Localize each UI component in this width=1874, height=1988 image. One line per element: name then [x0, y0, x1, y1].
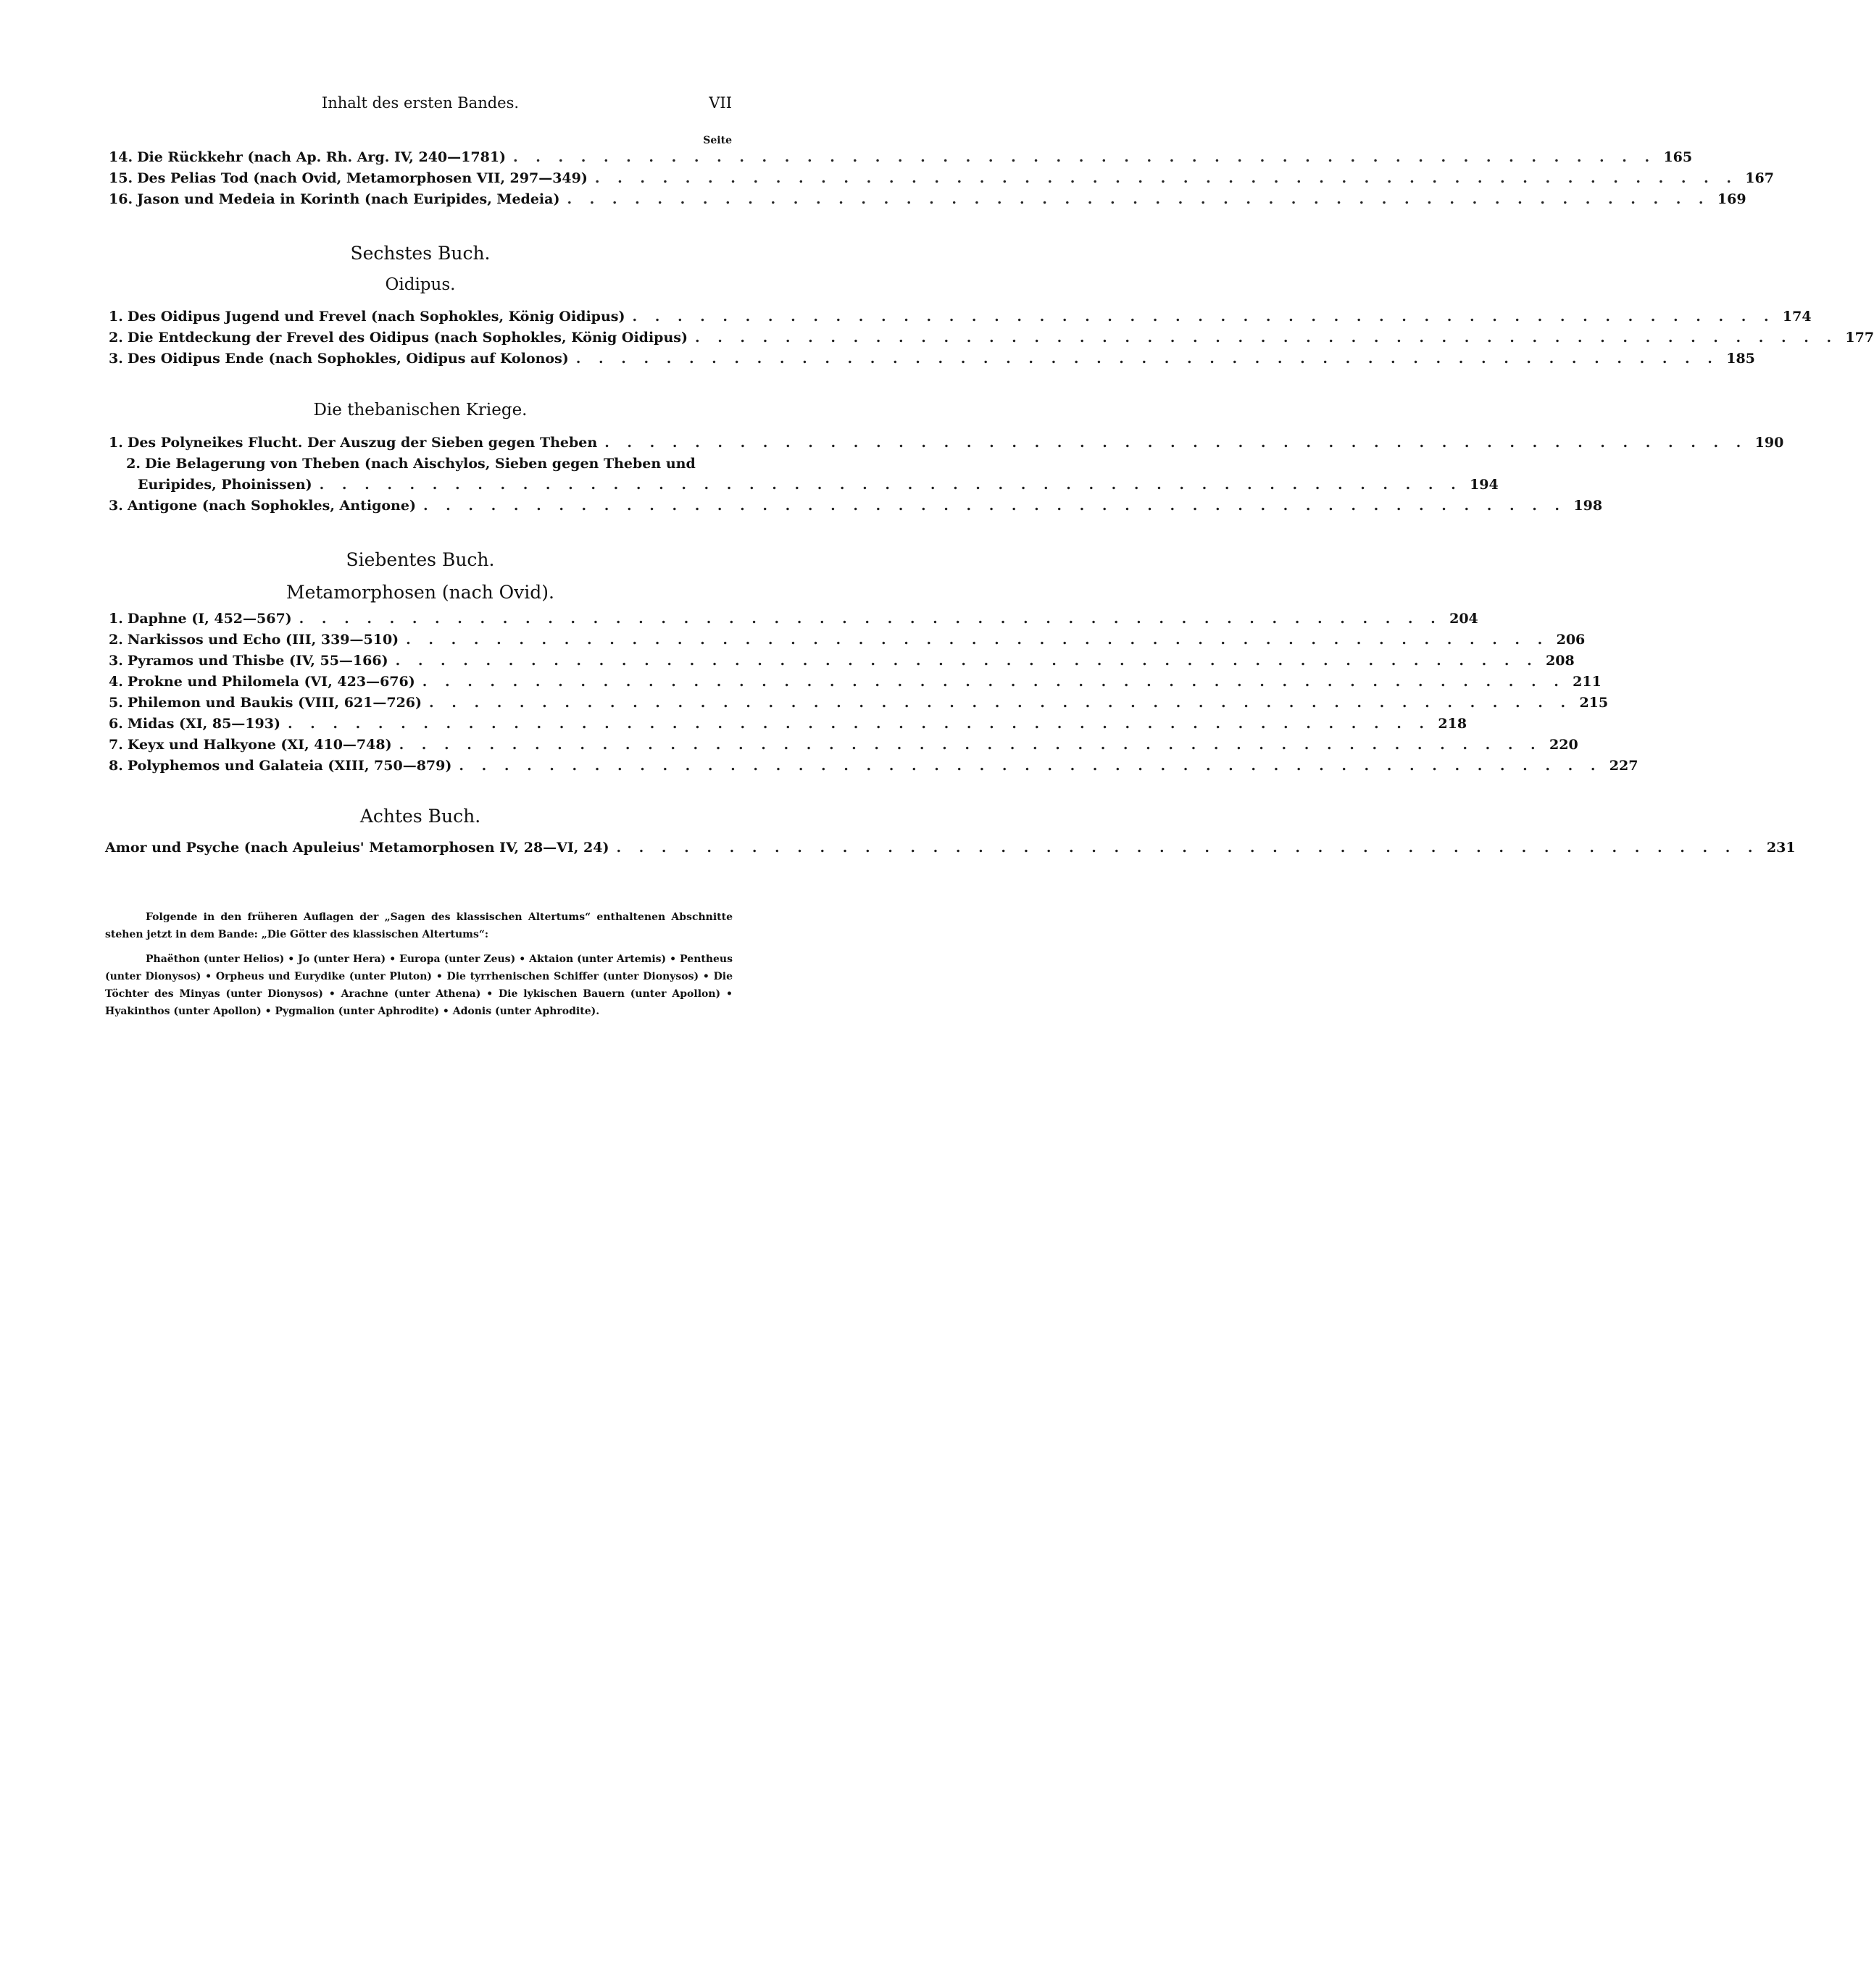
entry-title: Des Oidipus Jugend und Frevel (nach Sophokles, König Oidipus)	[127, 309, 625, 325]
dot-leader	[288, 714, 1431, 735]
metamorphosen-heading: Metamorphosen (nach Ovid).	[286, 582, 554, 603]
entry-page: 185	[1726, 351, 1755, 367]
entry-page: 215	[1579, 695, 1609, 711]
entry-title: Prokne und Philomela (VI, 423—676)	[127, 674, 415, 690]
dot-leader	[320, 475, 1462, 496]
entry-title-continued: Euripides, Phoinissen)	[138, 477, 312, 493]
entry-title: Amor und Psyche (nach Apuleius' Metamorphosen IV, 28—VI, 24)	[105, 840, 609, 856]
book6-heading: Sechstes Buch.	[350, 243, 491, 264]
entry-page: 208	[1546, 653, 1575, 669]
toc-entry-continuation[interactable]	[109, 475, 1499, 496]
dot-leader	[299, 609, 1442, 630]
entry-page: 174	[1782, 309, 1812, 325]
entry-page: 190	[1754, 435, 1784, 451]
dot-leader	[422, 672, 1565, 693]
entry-title: Narkissos und Echo (III, 339—510)	[127, 632, 399, 648]
book7-heading: Siebentes Buch.	[346, 549, 495, 570]
entry-number: 4.	[109, 674, 123, 690]
footnote	[105, 909, 733, 1020]
toc-entry[interactable]	[109, 756, 1638, 777]
toc-entry[interactable]	[109, 454, 732, 475]
entry-number: 1.	[109, 611, 123, 627]
dot-leader	[695, 327, 1838, 348]
oidipus-heading: Oidipus.	[385, 275, 456, 294]
entry-page: 169	[1717, 191, 1746, 207]
entry-page: 218	[1438, 716, 1467, 732]
toc-entry[interactable]	[109, 306, 1812, 327]
entry-page: 194	[1470, 477, 1499, 493]
entry-title: Pyramos und Thisbe (IV, 55—166)	[127, 653, 388, 669]
toc-entry[interactable]	[109, 630, 1586, 651]
entry-number: 3.	[109, 653, 123, 669]
entry-title: Keyx und Halkyone (XI, 410—748)	[127, 737, 392, 753]
entry-number: 14.	[109, 149, 133, 165]
dot-leader	[459, 756, 1602, 777]
entry-number: 1.	[109, 435, 123, 451]
entry-page: 227	[1609, 758, 1638, 774]
dot-leader	[513, 147, 1656, 168]
toc-section-book5-continued	[109, 147, 1774, 210]
dot-leader	[567, 189, 1709, 210]
dot-leader	[576, 348, 1719, 369]
book8-heading: Achtes Buch.	[359, 806, 481, 827]
entry-page: 204	[1449, 611, 1478, 627]
toc-entry[interactable]	[109, 609, 1478, 630]
entry-title: Des Polyneikes Flucht. Der Auszug der Sieben gegen Theben	[127, 435, 598, 451]
toc-entry[interactable]	[109, 147, 1693, 168]
dot-leader	[429, 693, 1572, 714]
entry-title: Des Pelias Tod (nach Ovid, Metamorphosen VII, 297—349)	[137, 170, 588, 186]
entry-page: 167	[1745, 170, 1774, 186]
toc-entry[interactable]	[109, 693, 1609, 714]
entry-page: 231	[1766, 840, 1796, 856]
thebes-heading: Die thebanischen Kriege.	[313, 401, 528, 419]
toc-entry[interactable]	[109, 433, 1784, 454]
entry-number: 8.	[109, 758, 123, 774]
toc-entry[interactable]	[109, 735, 1578, 756]
entry-number: 3.	[109, 498, 123, 514]
entry-number: 2.	[126, 456, 141, 472]
entry-number: 15.	[109, 170, 133, 186]
toc-entry[interactable]	[109, 327, 1874, 348]
toc-entry[interactable]	[109, 651, 1575, 672]
entry-number: 5.	[109, 695, 123, 711]
dot-leader	[406, 630, 1549, 651]
entry-number: 16.	[109, 191, 133, 207]
entry-title: Die Entdeckung der Frevel des Oidipus (nach Sophokles, König Oidipus)	[127, 330, 688, 346]
running-title: Inhalt des ersten Bandes.	[321, 94, 520, 112]
dot-leader	[396, 651, 1538, 672]
entry-title: Die Rückkehr (nach Ap. Rh. Arg. IV, 240—1781)	[137, 149, 507, 165]
toc-entry[interactable]	[109, 672, 1602, 693]
dot-leader	[604, 433, 1747, 454]
entry-title: Jason und Medeia in Korinth (nach Euripides, Medeia)	[137, 191, 560, 207]
entry-number: 6.	[109, 716, 123, 732]
dot-leader	[616, 838, 1759, 859]
entry-page: 220	[1549, 737, 1578, 753]
entry-number: 7.	[109, 737, 123, 753]
toc-section-oidipus	[109, 306, 1874, 369]
toc-entry[interactable]	[109, 714, 1467, 735]
entry-page: 177	[1845, 330, 1874, 346]
entry-title: Daphne (I, 452—567)	[127, 611, 292, 627]
entry-title: Philemon und Baukis (VIII, 621—726)	[127, 695, 422, 711]
entry-page: 211	[1573, 674, 1602, 690]
dot-leader	[632, 306, 1775, 327]
dot-leader	[399, 735, 1542, 756]
dot-leader	[595, 168, 1738, 189]
toc-entry[interactable]	[109, 189, 1746, 210]
entry-title: Midas (XI, 85—193)	[127, 716, 280, 732]
entry-number: 1.	[109, 309, 123, 325]
page-number: VII	[709, 94, 732, 112]
entry-page: 206	[1556, 632, 1586, 648]
footnote-list: Phaëthon (unter Helios) • Jo (unter Hera) • Europa (unter Zeus) • Aktaion (unter Artemis) • Pentheus (unter Dionysos) • Orpheus und Eurydike (unter Pluton) • Die tyrrhenischen Schiffer (unter Dionysos) • Die Töchter des Minyas (unter Dionysos) • Arachne (unter Athena) • Die lykischen Bauern (unter Apollon) • Hyakinthos (unter Apollon) • Pygmalion (unter Aphrodite) • Adonis (unter Aphrodite).	[105, 953, 733, 1017]
running-head	[109, 94, 732, 119]
toc-section-metamorphosen	[109, 609, 1638, 777]
entry-page: 198	[1573, 498, 1603, 514]
toc-entry[interactable]	[109, 348, 1755, 369]
dot-leader	[423, 496, 1566, 517]
toc-section-book8	[105, 838, 1796, 859]
toc-entry[interactable]	[105, 838, 1796, 859]
entry-number: 2.	[109, 330, 123, 346]
entry-title: Die Belagerung von Theben (nach Aischylos, Sieben gegen Theben und	[145, 456, 696, 472]
entry-page: 165	[1663, 149, 1693, 165]
page-column-label: Seite	[703, 135, 732, 146]
entry-number: 2.	[109, 632, 123, 648]
entry-title: Polyphemos und Galateia (XIII, 750—879)	[127, 758, 452, 774]
toc-entry[interactable]	[109, 168, 1774, 189]
toc-entry[interactable]	[109, 496, 1603, 517]
entry-title: Antigone (nach Sophokles, Antigone)	[127, 498, 416, 514]
toc-section-thebes	[109, 433, 1784, 517]
entry-title: Des Oidipus Ende (nach Sophokles, Oidipus auf Kolonos)	[127, 351, 569, 367]
footnote-intro: Folgende in den früheren Auflagen der „Sagen des klassischen Altertums“ enthaltenen Abschnitte stehen jetzt in dem Bande: „Die Götter des klassischen Altertums“:	[105, 911, 733, 940]
entry-number: 3.	[109, 351, 123, 367]
